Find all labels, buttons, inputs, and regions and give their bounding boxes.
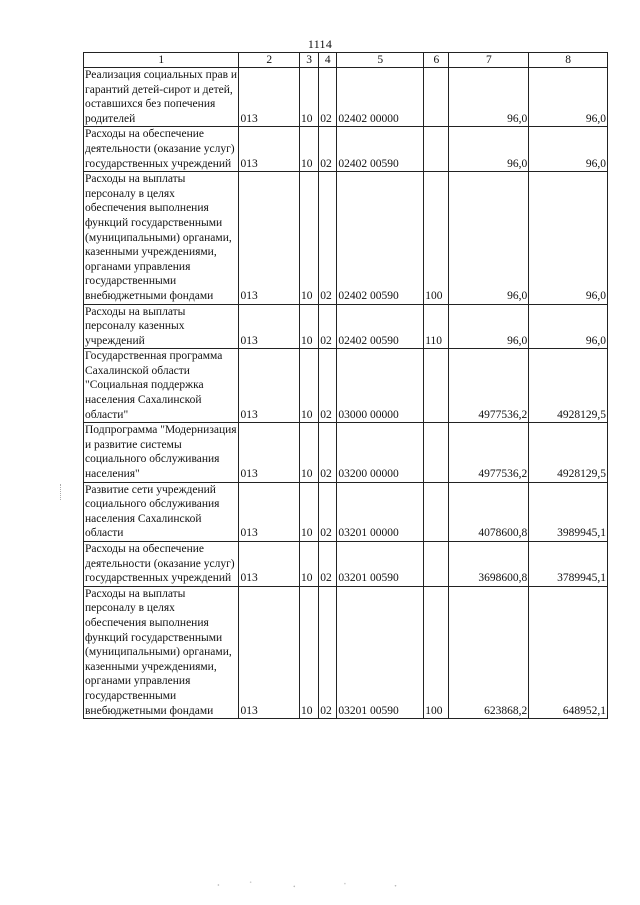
table-row [84,304,608,349]
target-article-code: 02402 00590 [337,304,424,349]
table-row [84,172,608,304]
row-name: Государственная программа Сахалинской области "Социальная поддержка населения Сахалинской области" [84,349,239,423]
expense-type-code [424,423,449,482]
amount-col-7: 4078600,8 [449,482,529,541]
row-name: Расходы на обеспечение деятельности (оказание услуг) государственных учреждений [84,542,239,587]
row-name: Расходы на выплаты персоналу в целях обеспечения выполнения функций государственными (муниципальными) органами, казенными учреждениями, органами управления государственными внебюджетными фондами [84,172,239,304]
subsection-code: 02 [319,482,337,541]
amount-col-7: 96,0 [449,127,529,172]
row-name: Расходы на выплаты персоналу в целях обеспечения выполнения функций государственными (муниципальными) органами, казенными учреждениями, органами управления государственными внебюджетными фондами [84,586,239,718]
expense-type-code: 100 [424,172,449,304]
target-article-code: 03201 00590 [337,542,424,587]
expense-type-code [424,349,449,423]
target-article-code: 02402 00590 [337,127,424,172]
amount-col-7: 4977536,2 [449,423,529,482]
amount-col-7: 623868,2 [449,586,529,718]
amount-col-7: 3698600,8 [449,542,529,587]
expense-type-code: 110 [424,304,449,349]
subsection-code: 02 [319,68,337,127]
amount-col-8: 96,0 [529,127,608,172]
table-row [84,349,608,423]
section-code: 10 [300,68,319,127]
section-code: 10 [300,542,319,587]
subsection-code: 02 [319,304,337,349]
section-code: 10 [300,423,319,482]
column-header: 1 [84,53,239,68]
column-header: 7 [449,53,529,68]
target-article-code: 03201 00590 [337,586,424,718]
ministry-code: 013 [239,127,300,172]
expense-type-code [424,127,449,172]
amount-col-8: 96,0 [529,68,608,127]
expense-type-code [424,482,449,541]
target-article-code: 03000 00000 [337,349,424,423]
ministry-code: 013 [239,304,300,349]
section-code: 10 [300,304,319,349]
subsection-code: 02 [319,542,337,587]
row-name: Расходы на выплаты персоналу казенных учреждений [84,304,239,349]
subsection-code: 02 [319,423,337,482]
target-article-code: 02402 00590 [337,172,424,304]
page-number: 1114 [307,37,333,51]
ministry-code: 013 [239,68,300,127]
expense-type-code [424,68,449,127]
table-header-row [84,53,608,68]
amount-col-7: 96,0 [449,68,529,127]
budget-table [83,52,608,719]
amount-col-7: 4977536,2 [449,349,529,423]
amount-col-8: 96,0 [529,304,608,349]
section-code: 10 [300,172,319,304]
scan-noise [200,878,430,892]
amount-col-8: 3989945,1 [529,482,608,541]
target-article-code: 03200 00000 [337,423,424,482]
subsection-code: 02 [319,127,337,172]
scan-margin-mark [60,484,69,500]
ministry-code: 013 [239,542,300,587]
amount-col-8: 4928129,5 [529,349,608,423]
section-code: 10 [300,482,319,541]
table-row [84,586,608,718]
amount-col-7: 96,0 [449,304,529,349]
column-header: 4 [319,53,337,68]
column-header: 3 [300,53,319,68]
column-header: 8 [529,53,608,68]
expense-type-code [424,542,449,587]
row-name: Развитие сети учреждений социального обслуживания населения Сахалинской области [84,482,239,541]
subsection-code: 02 [319,349,337,423]
ministry-code: 013 [239,423,300,482]
amount-col-8: 4928129,5 [529,423,608,482]
table-row [84,542,608,587]
ministry-code: 013 [239,349,300,423]
expense-type-code: 100 [424,586,449,718]
subsection-code: 02 [319,586,337,718]
amount-col-8: 96,0 [529,172,608,304]
table-row [84,482,608,541]
table-row [84,68,608,127]
amount-col-8: 3789945,1 [529,542,608,587]
amount-col-8: 648952,1 [529,586,608,718]
column-header: 6 [424,53,449,68]
row-name: Подпрограмма "Модернизация и развитие системы социального обслуживания населения" [84,423,239,482]
target-article-code: 03201 00000 [337,482,424,541]
table-row [84,127,608,172]
ministry-code: 013 [239,586,300,718]
column-header: 5 [337,53,424,68]
ministry-code: 013 [239,172,300,304]
subsection-code: 02 [319,172,337,304]
target-article-code: 02402 00000 [337,68,424,127]
section-code: 10 [300,127,319,172]
section-code: 10 [300,349,319,423]
amount-col-7: 96,0 [449,172,529,304]
column-header: 2 [239,53,300,68]
section-code: 10 [300,586,319,718]
ministry-code: 013 [239,482,300,541]
table-row [84,423,608,482]
row-name: Реализация социальных прав и гарантий детей-сирот и детей, оставшихся без попечения родителей [84,68,239,127]
row-name: Расходы на обеспечение деятельности (оказание услуг) государственных учреждений [84,127,239,172]
